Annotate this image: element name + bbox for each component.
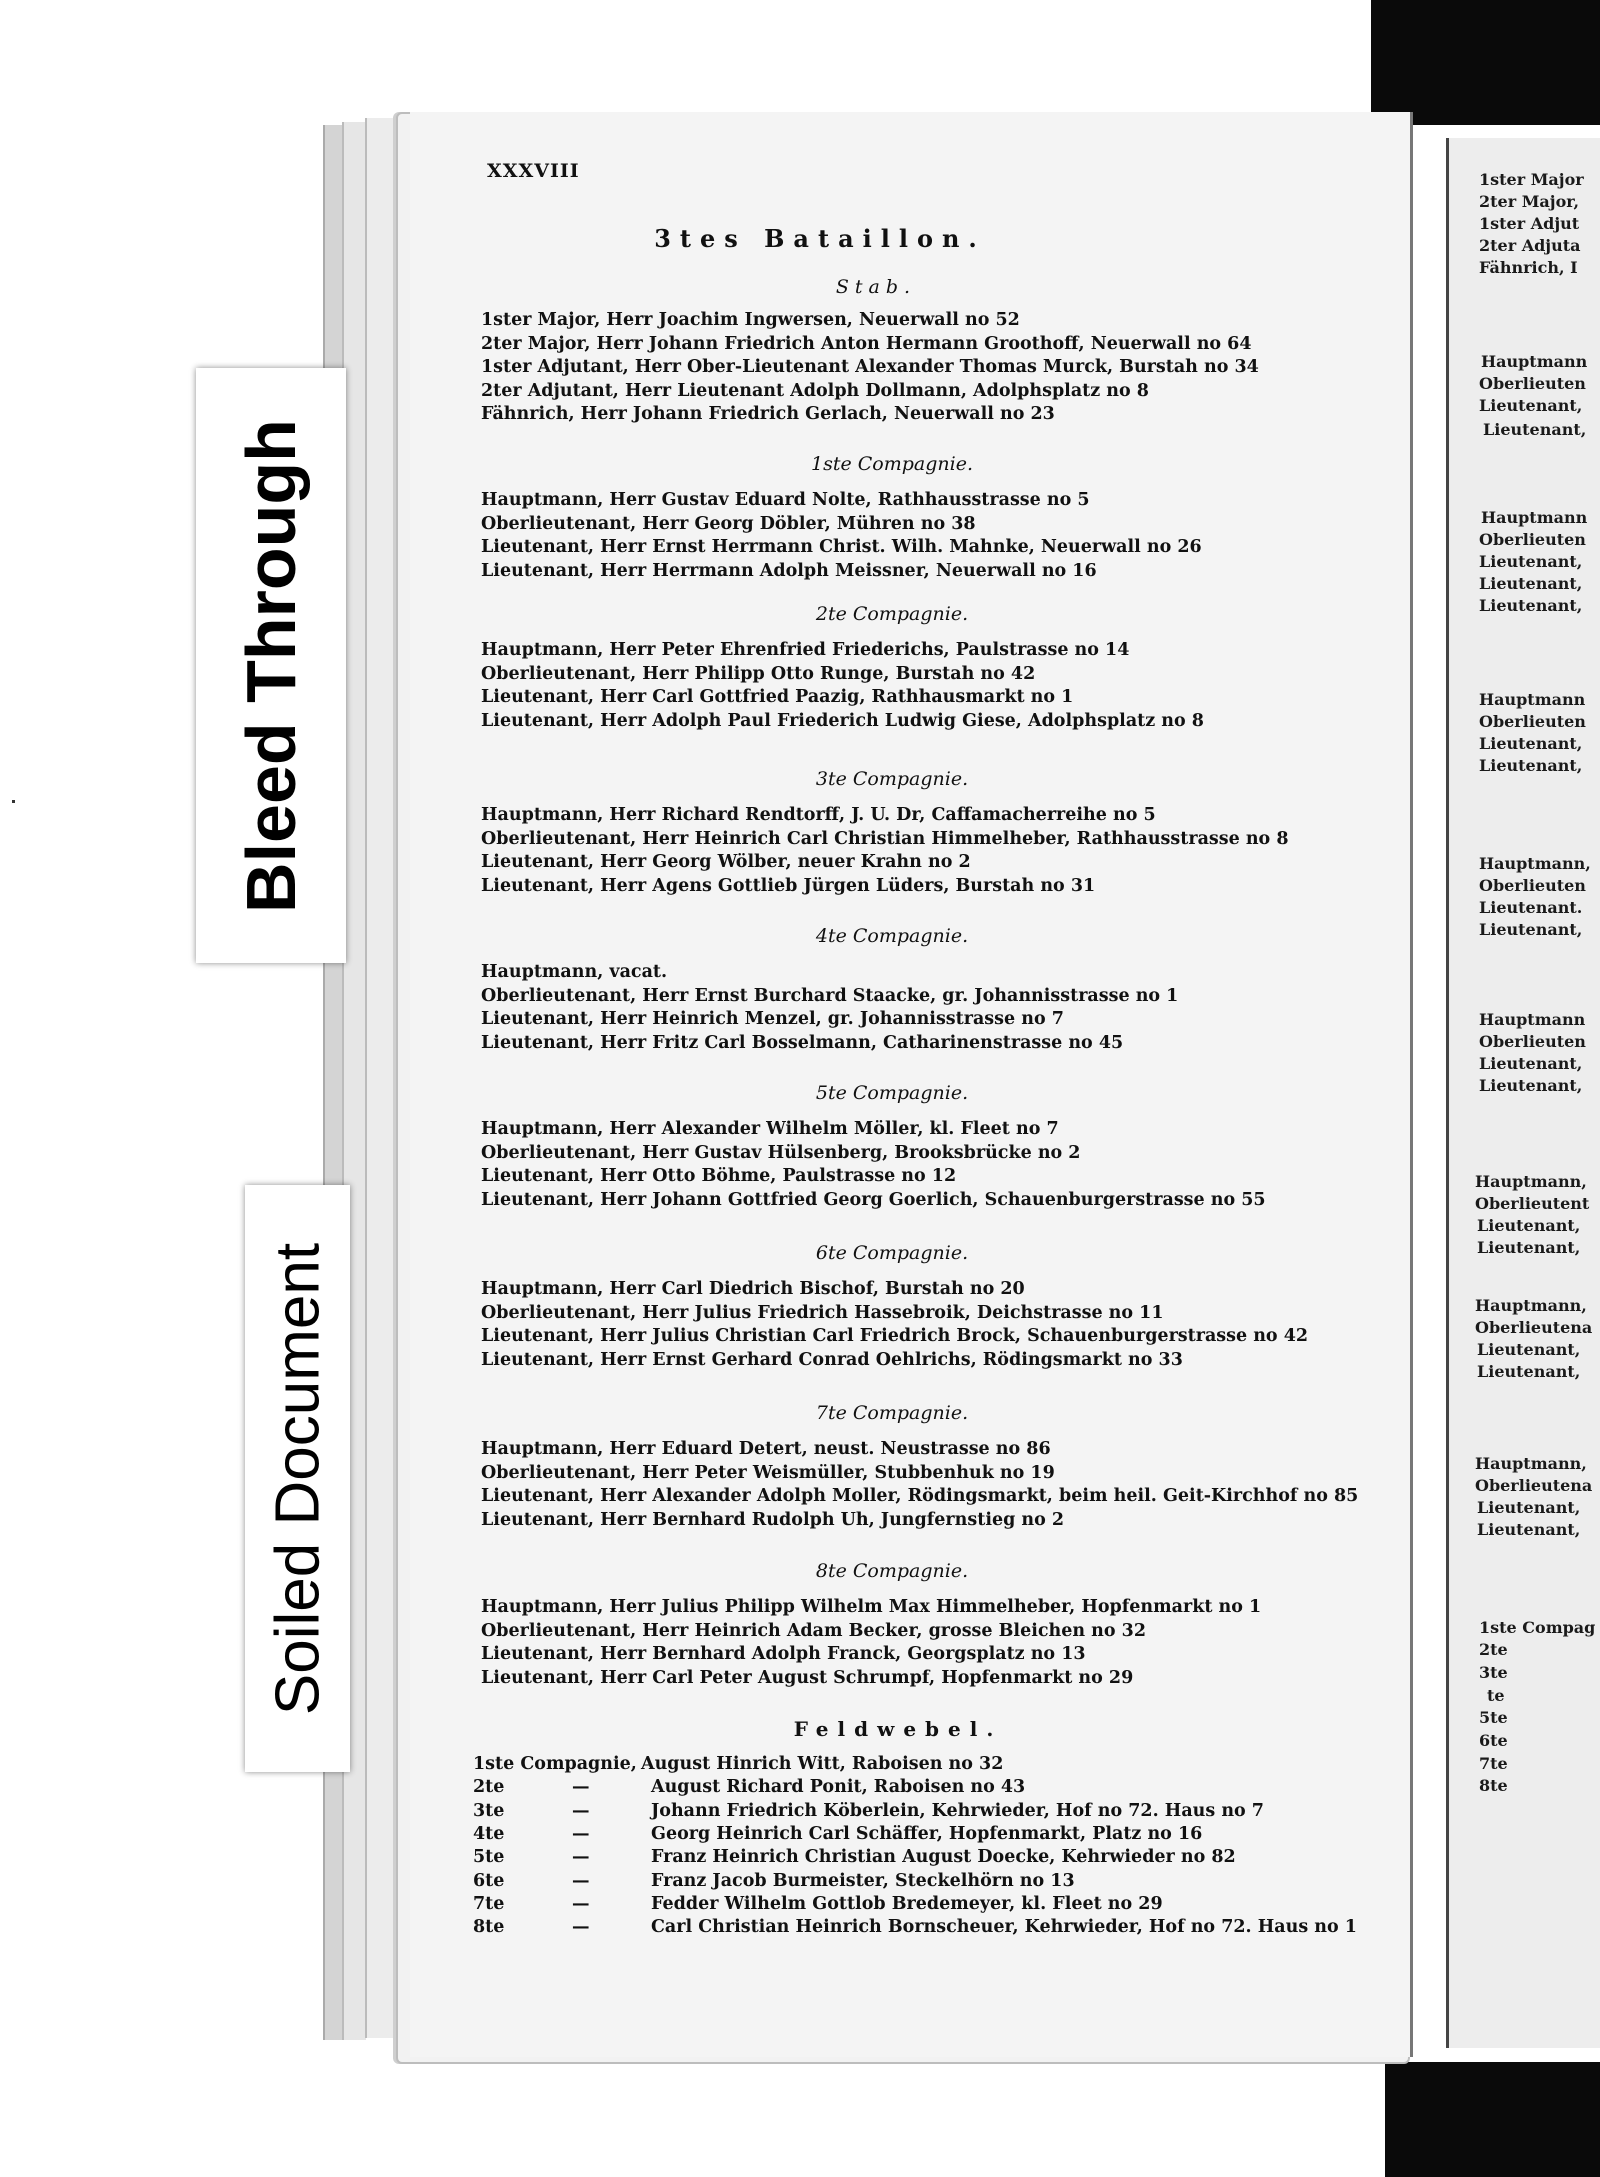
feldwebel-entry: Georg Heinrich Carl Schäffer, Hopfenmarkt, Platz no 16 bbox=[651, 1823, 1203, 1844]
bleed-through-label: Bleed Through bbox=[232, 418, 310, 913]
roster-line: Lieutenant, Herr Herrmann Adolph Meissner, Neuerwall no 16 bbox=[481, 560, 1097, 581]
facing-page-fragment: Lieutenant, bbox=[1477, 1238, 1581, 1257]
feldwebel-entry: August Richard Ponit, Raboisen no 43 bbox=[651, 1777, 1026, 1798]
ditto-dash: — bbox=[572, 1893, 590, 1914]
roster-line: Hauptmann, vacat. bbox=[481, 962, 668, 982]
roster-line: Lieutenant, Herr Alexander Adolph Moller, Rödingsmarkt, beim heil. Geit-Kirchhof no 85 bbox=[481, 1486, 1359, 1506]
facing-page-fragment: Lieutenant, bbox=[1479, 920, 1583, 939]
roster-line: Hauptmann, Herr Peter Ehrenfried Friederichs, Paulstrasse no 14 bbox=[481, 640, 1130, 660]
feldwebel-entry: Carl Christian Heinrich Bornscheuer, Kehrwieder, Hof no 72. Haus no 1 bbox=[651, 1917, 1357, 1938]
roster-line: Oberlieutenant, Herr Philipp Otto Runge, Burstah no 42 bbox=[481, 663, 1036, 684]
roster-line: Lieutenant, Herr Bernhard Rudolph Uh, Jungfernstieg no 2 bbox=[481, 1509, 1065, 1530]
feldwebel-company: 1ste Compagnie, bbox=[473, 1754, 637, 1774]
roster-line: Oberlieutenant, Herr Julius Friedrich Hassebroik, Deichstrasse no 11 bbox=[481, 1302, 1164, 1323]
facing-page-fragment: Lieutenant, bbox=[1479, 1076, 1583, 1095]
page-title: 3tes Bataillon. bbox=[654, 224, 986, 253]
roster-line: 1ster Adjutant, Herr Ober-Lieutenant Alexander Thomas Murck, Burstah no 34 bbox=[481, 357, 1259, 377]
facing-page-fragment: 6te bbox=[1479, 1731, 1508, 1750]
facing-page-fragment: Lieutenant, bbox=[1483, 420, 1587, 439]
section-heading: 4te Compagnie. bbox=[815, 925, 969, 947]
facing-page-fragment: 1ster Major bbox=[1479, 170, 1584, 189]
facing-page-fragment: Lieutenant, bbox=[1477, 1340, 1581, 1359]
facing-page-fragment: Lieutenant, bbox=[1479, 756, 1583, 775]
facing-page-fragment: 1ste Compag bbox=[1479, 1618, 1596, 1637]
section-heading: 8te Compagnie. bbox=[815, 1560, 969, 1582]
facing-page-fragment: Hauptmann bbox=[1481, 508, 1588, 527]
facing-page-fragment: Oberlieuten bbox=[1479, 530, 1586, 549]
facing-page-fragment: Oberlieuten bbox=[1479, 374, 1586, 393]
roster-line: Lieutenant, Herr Ernst Herrmann Christ. Wilh. Mahnke, Neuerwall no 26 bbox=[481, 537, 1202, 557]
roster-line: Hauptmann, Herr Alexander Wilhelm Möller, kl. Fleet no 7 bbox=[481, 1119, 1059, 1139]
roster-line: Lieutenant, Herr Georg Wölber, neuer Krahn no 2 bbox=[481, 852, 971, 872]
roster-line: Hauptmann, Herr Carl Diedrich Bischof, Burstah no 20 bbox=[481, 1279, 1025, 1299]
facing-page-fragment: 5te bbox=[1479, 1708, 1508, 1727]
feldwebel-company: 8te bbox=[473, 1917, 505, 1938]
roster-line: Lieutenant, Herr Heinrich Menzel, gr. Johannisstrasse no 7 bbox=[481, 1009, 1064, 1029]
facing-page-fragment: 2te bbox=[1479, 1640, 1508, 1659]
ditto-dash: — bbox=[572, 1777, 590, 1798]
roster-line: Hauptmann, Herr Julius Philipp Wilhelm Max Himmelheber, Hopfenmarkt no 1 bbox=[481, 1597, 1262, 1617]
facing-page-fragment: Lieutenant, bbox=[1477, 1216, 1581, 1235]
feldwebel-entry: Franz Jacob Burmeister, Steckelhörn no 13 bbox=[651, 1870, 1075, 1891]
section-heading: 6te Compagnie. bbox=[815, 1242, 969, 1264]
facing-page-fragment: Lieutenant, bbox=[1479, 574, 1583, 593]
facing-page-fragment: Oberlieuten bbox=[1479, 1032, 1586, 1051]
roster-line: Hauptmann, Herr Gustav Eduard Nolte, Rathhausstrasse no 5 bbox=[481, 490, 1090, 510]
facing-page-fragment: Lieutenant, bbox=[1477, 1362, 1581, 1381]
ditto-dash: — bbox=[572, 1823, 590, 1844]
facing-page-fragment: Hauptmann, bbox=[1475, 1454, 1587, 1473]
roster-line: Oberlieutenant, Herr Peter Weismüller, Stubbenhuk no 19 bbox=[481, 1462, 1055, 1483]
facing-page-fragment: Hauptmann bbox=[1479, 690, 1586, 709]
facing-page-fragment: 2ter Major, bbox=[1479, 192, 1580, 211]
feldwebel-company: 5te bbox=[473, 1847, 505, 1868]
ditto-dash: — bbox=[572, 1847, 590, 1868]
roster-line: Lieutenant, Herr Carl Peter August Schrumpf, Hopfenmarkt no 29 bbox=[481, 1667, 1134, 1688]
facing-page-fragment: Lieutenant, bbox=[1479, 734, 1583, 753]
facing-page-fragment: Lieutenant, bbox=[1479, 1054, 1583, 1073]
soiled-document-tag bbox=[245, 1185, 350, 1772]
roster-line: Lieutenant, Herr Adolph Paul Friederich Ludwig Giese, Adolphsplatz no 8 bbox=[481, 710, 1204, 731]
roster-line: Lieutenant, Herr Carl Gottfried Paazig, Rathhausmarkt no 1 bbox=[481, 687, 1074, 707]
facing-page-fragment: 7te bbox=[1479, 1754, 1508, 1773]
ditto-dash: — bbox=[572, 1800, 590, 1821]
roster-line: Fähnrich, Herr Johann Friedrich Gerlach, Neuerwall no 23 bbox=[481, 404, 1055, 424]
facing-page-fragment: Hauptmann, bbox=[1475, 1296, 1587, 1315]
scan-border-bottom bbox=[1385, 2062, 1600, 2177]
section-heading: 3te Compagnie. bbox=[815, 768, 969, 790]
feldwebel-company: 2te bbox=[473, 1777, 505, 1798]
section-heading: 5te Compagnie. bbox=[815, 1082, 969, 1104]
facing-page-fragment: Oberlieutena bbox=[1475, 1476, 1593, 1495]
facing-page-fragment: Hauptmann, bbox=[1479, 854, 1591, 873]
ditto-dash: — bbox=[572, 1870, 590, 1891]
facing-page-fragment: Lieutenant, bbox=[1477, 1520, 1581, 1539]
facing-page-fragment: 8te bbox=[1479, 1776, 1508, 1795]
facing-page-fragment: Fähnrich, I bbox=[1479, 258, 1578, 277]
facing-page-fragment: Hauptmann, bbox=[1475, 1172, 1587, 1191]
facing-page-fragment: Oberlieuten bbox=[1479, 712, 1586, 731]
roster-line: Oberlieutenant, Herr Heinrich Carl Christian Himmelheber, Rathhausstrasse no 8 bbox=[481, 828, 1289, 849]
soiled-document-label: Soiled Document bbox=[263, 1242, 332, 1715]
facing-page-fragment: Lieutenant, bbox=[1479, 396, 1583, 415]
facing-page-fragment: Oberlieutent bbox=[1475, 1194, 1590, 1213]
facing-page-fragment: 1ster Adjut bbox=[1479, 214, 1580, 233]
feldwebel-company: 6te bbox=[473, 1870, 505, 1891]
facing-page-fragment: 3te bbox=[1479, 1663, 1508, 1682]
feldwebel-entry: Franz Heinrich Christian August Doecke, Kehrwieder no 82 bbox=[651, 1847, 1236, 1868]
scan-speck bbox=[12, 800, 15, 803]
scan-border-top bbox=[1371, 0, 1600, 125]
facing-page-fragment: 2ter Adjuta bbox=[1479, 236, 1581, 255]
section-heading: 7te Compagnie. bbox=[815, 1402, 969, 1424]
roster-line: Lieutenant, Herr Agens Gottlieb Jürgen Lüders, Burstah no 31 bbox=[481, 875, 1096, 896]
feldwebel-company: 4te bbox=[473, 1823, 505, 1844]
roster-line: Lieutenant, Herr Julius Christian Carl Friedrich Brock, Schauenburgerstrasse no 42 bbox=[481, 1326, 1309, 1346]
feldwebel-heading: Feldwebel. bbox=[793, 1717, 1003, 1741]
feldwebel-entry: Fedder Wilhelm Gottlob Bredemeyer, kl. Fleet no 29 bbox=[651, 1893, 1163, 1914]
roster-line: Lieutenant, Herr Johann Gottfried Georg Goerlich, Schauenburgerstrasse no 55 bbox=[481, 1189, 1266, 1210]
roster-line: Lieutenant, Herr Otto Böhme, Paulstrasse no 12 bbox=[481, 1166, 957, 1186]
page-number: XXXVIII bbox=[487, 160, 580, 182]
roster-line: Hauptmann, Herr Eduard Detert, neust. Neustrasse no 86 bbox=[481, 1439, 1051, 1459]
facing-page-fragment: Lieutenant, bbox=[1479, 552, 1583, 571]
feldwebel-entry: Johann Friedrich Köberlein, Kehrwieder, Hof no 72. Haus no 7 bbox=[651, 1800, 1264, 1821]
facing-page-fragment: Lieutenant. bbox=[1479, 898, 1583, 917]
feldwebel-entry: August Hinrich Witt, Raboisen no 32 bbox=[641, 1754, 1004, 1774]
section-heading: Stab. bbox=[835, 276, 917, 298]
roster-line: Hauptmann, Herr Richard Rendtorff, J. U. Dr, Caffamacherreihe no 5 bbox=[481, 805, 1156, 825]
roster-line: 1ster Major, Herr Joachim Ingwersen, Neuerwall no 52 bbox=[481, 310, 1020, 330]
roster-line: Oberlieutenant, Herr Gustav Hülsenberg, Brooksbrücke no 2 bbox=[481, 1142, 1081, 1163]
roster-line: 2ter Major, Herr Johann Friedrich Anton Hermann Groothoff, Neuerwall no 64 bbox=[481, 333, 1252, 354]
feldwebel-company: 7te bbox=[473, 1893, 505, 1914]
facing-page-fragment: Oberlieuten bbox=[1479, 876, 1586, 895]
feldwebel-company: 3te bbox=[473, 1800, 505, 1821]
facing-page-fragment: Lieutenant, bbox=[1477, 1498, 1581, 1517]
roster-line: 2ter Adjutant, Herr Lieutenant Adolph Dollmann, Adolphsplatz no 8 bbox=[481, 380, 1149, 401]
section-heading: 1ste Compagnie. bbox=[810, 453, 973, 475]
section-heading: 2te Compagnie. bbox=[815, 603, 969, 625]
roster-line: Lieutenant, Herr Bernhard Adolph Franck, Georgsplatz no 13 bbox=[481, 1644, 1086, 1664]
roster-line: Oberlieutenant, Herr Ernst Burchard Staacke, gr. Johannisstrasse no 1 bbox=[481, 985, 1179, 1006]
roster-line: Oberlieutenant, Herr Georg Döbler, Mühren no 38 bbox=[481, 513, 976, 534]
roster-line: Oberlieutenant, Herr Heinrich Adam Becker, grosse Bleichen no 32 bbox=[481, 1620, 1147, 1641]
roster-line: Lieutenant, Herr Fritz Carl Bosselmann, Catharinenstrasse no 45 bbox=[481, 1032, 1124, 1053]
facing-page-fragment: te bbox=[1487, 1686, 1505, 1705]
facing-page-fragment: Oberlieutena bbox=[1475, 1318, 1593, 1337]
facing-page-fragment: Lieutenant, bbox=[1479, 596, 1583, 615]
roster-line: Lieutenant, Herr Ernst Gerhard Conrad Oehlrichs, Rödingsmarkt no 33 bbox=[481, 1349, 1183, 1370]
ditto-dash: — bbox=[572, 1917, 590, 1938]
facing-page-fragment: Hauptmann bbox=[1479, 1010, 1586, 1029]
facing-page-fragment: Hauptmann bbox=[1481, 352, 1588, 371]
